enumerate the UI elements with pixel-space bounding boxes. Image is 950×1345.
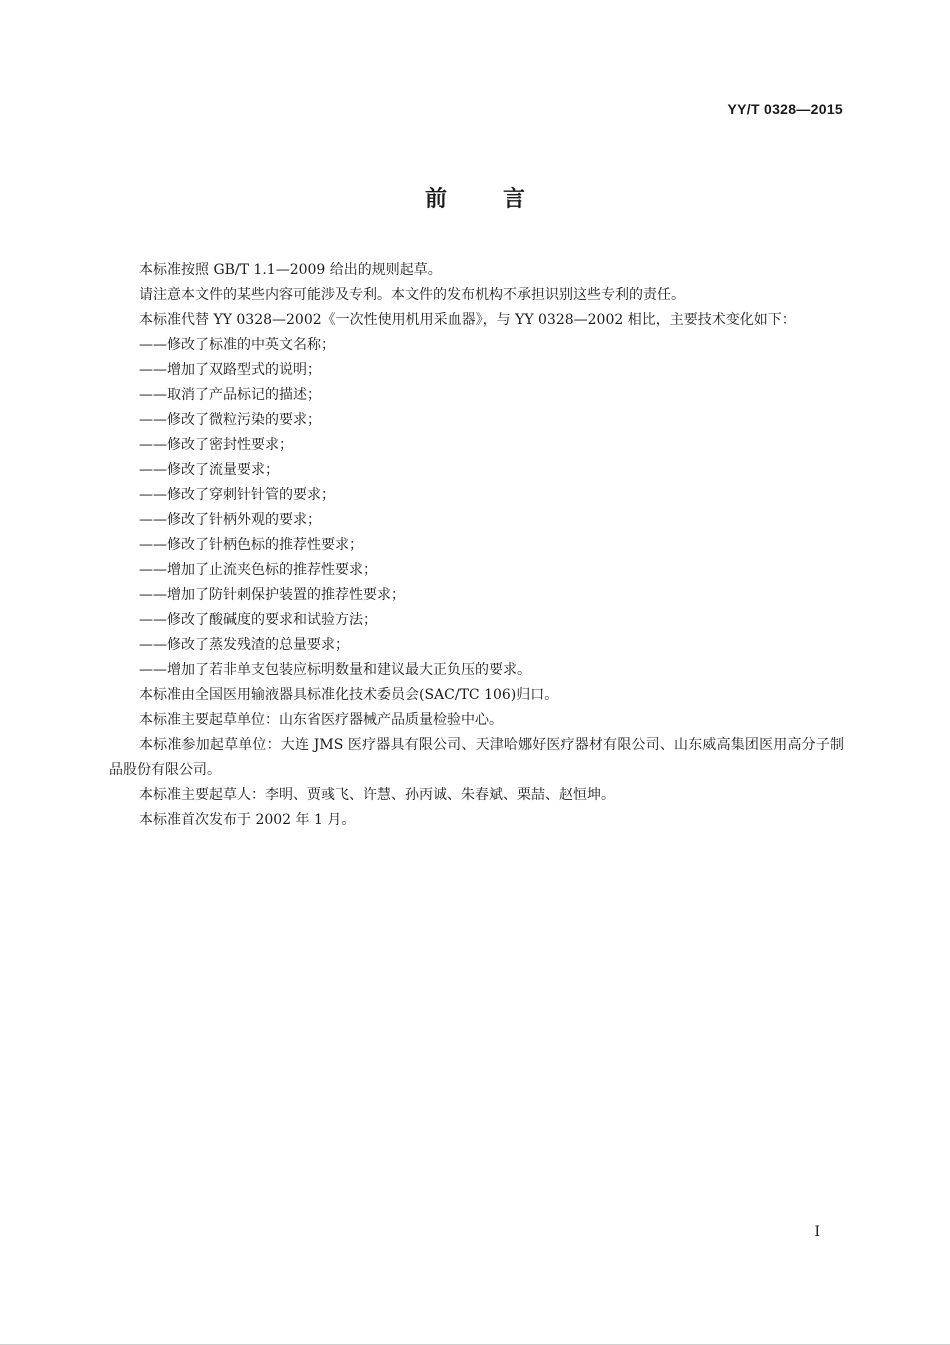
list-item: ——修改了酸碱度的要求和试验方法； bbox=[139, 612, 377, 628]
paragraph: 本标准代替 YY 0328—2002《一次性使用机用采血器》，与 YY 0328—2002 相比，主要技术变化如下： bbox=[139, 312, 796, 328]
paragraph: 本标准首次发布于 2002 年 1 月。 bbox=[139, 812, 356, 828]
paragraph: 本标准参加起草单位：大连 JMS 医疗器具有限公司、天津哈娜好医疗器材有限公司、山东威高集团医用高分子制品股份有限公司。 bbox=[109, 737, 844, 778]
list-item: ——增加了双路型式的说明； bbox=[139, 362, 321, 378]
document-code: YY/T 0328—2015 bbox=[727, 101, 843, 117]
change-list bbox=[109, 333, 844, 683]
paragraph: 本标准主要起草单位：山东省医疗器械产品质量检验中心。 bbox=[139, 712, 503, 728]
list-item: ——修改了标准的中英文名称； bbox=[139, 337, 335, 353]
list-item: ——修改了蒸发残渣的总量要求； bbox=[139, 637, 349, 653]
paragraph: 请注意本文件的某些内容可能涉及专利。本文件的发布机构不承担识别这些专利的责任。 bbox=[139, 287, 685, 303]
page-title: 前言 bbox=[424, 187, 581, 212]
document-body bbox=[109, 258, 844, 833]
list-item: ——修改了流量要求； bbox=[139, 462, 279, 478]
list-item: ——取消了产品标记的描述； bbox=[139, 387, 321, 403]
list-item: ——增加了止流夹色标的推荐性要求； bbox=[139, 562, 377, 578]
list-item: ——增加了防针刺保护装置的推荐性要求； bbox=[139, 587, 405, 603]
list-item: ——修改了穿刺针针管的要求； bbox=[139, 487, 335, 503]
paragraph: 本标准按照 GB/T 1.1—2009 给出的规则起草。 bbox=[139, 262, 442, 278]
list-item: ——修改了针柄色标的推荐性要求； bbox=[139, 537, 363, 553]
list-item: ——修改了密封性要求； bbox=[139, 437, 293, 453]
list-item: ——增加了若非单支包装应标明数量和建议最大正负压的要求。 bbox=[139, 662, 531, 678]
paragraph: 本标准主要起草人：李明、贾彧飞、许慧、孙丙诚、朱春斌、栗喆、赵恒坤。 bbox=[139, 787, 615, 803]
page-number: I bbox=[814, 1224, 820, 1240]
list-item: ——修改了微粒污染的要求； bbox=[139, 412, 321, 428]
list-item: ——修改了针柄外观的要求； bbox=[139, 512, 321, 528]
paragraph: 本标准由全国医用输液器具标准化技术委员会(SAC/TC 106)归口。 bbox=[139, 687, 559, 703]
